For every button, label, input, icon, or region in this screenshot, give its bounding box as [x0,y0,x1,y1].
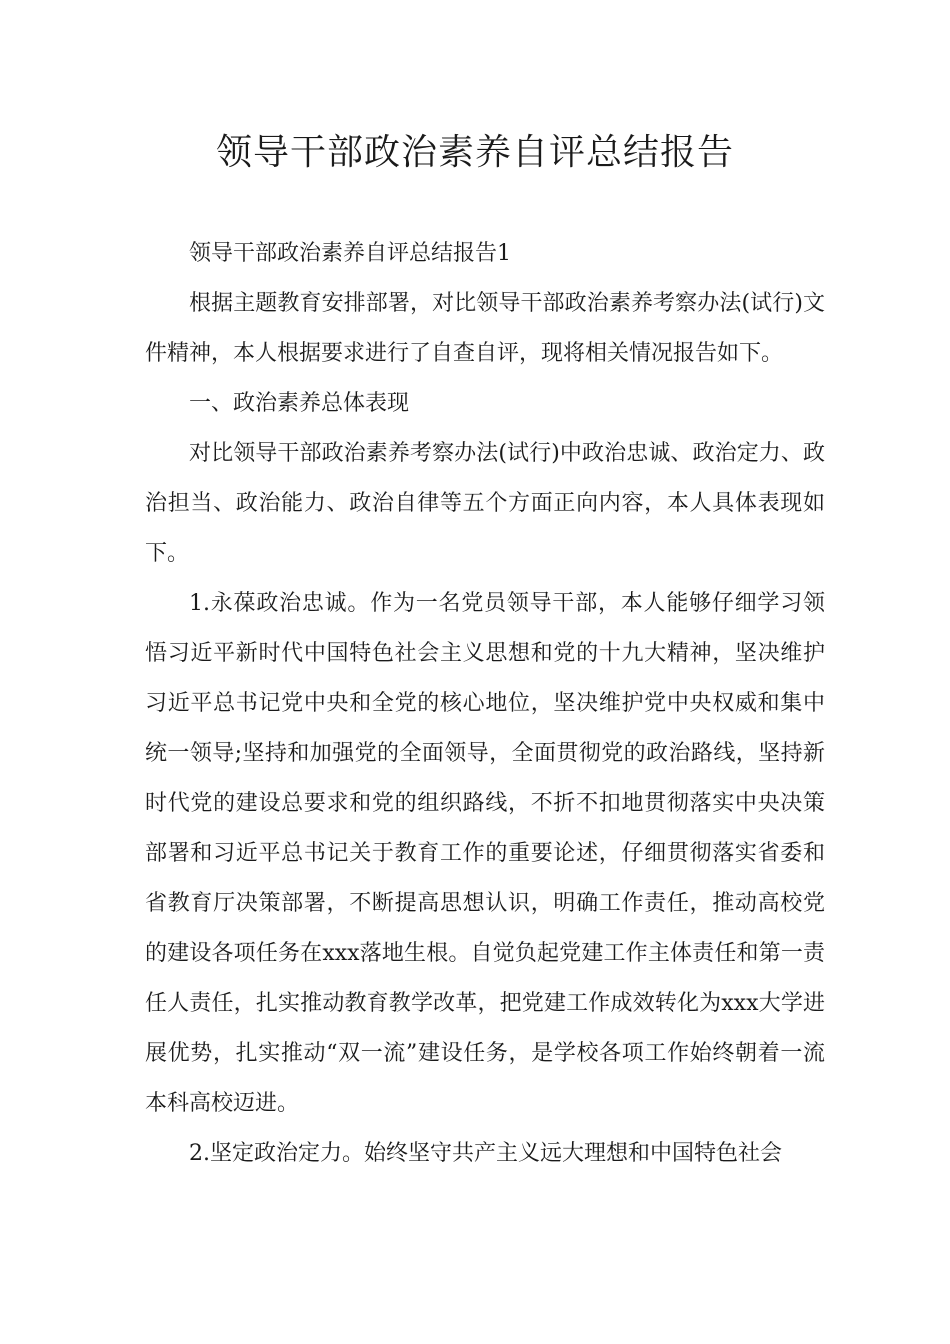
document-title: 领导干部政治素养自评总结报告 [215,132,734,173]
paragraph-item-2: 2.坚定政治定力。始终坚守共产主义远大理想和中国特色社会 [189,1141,782,1166]
paragraph-overview: 对比领导干部政治素养考察办法(试行)中政治忠诚、政治定力、政治担当、政治能力、政治自律等五个方面正向内容，本人具体表现如下。 [145,441,825,566]
document-body [145,229,825,1179]
paragraph-item-1: 1.永葆政治忠诚。作为一名党员领导干部，本人能够仔细学习领悟习近平新时代中国特色社会主义思想和党的十九大精神，坚决维护习近平总书记党中央和全党的核心地位，坚决维护党中央权威和集中统一领导;坚持和加强党的全面领导，全面贯彻党的政治路线，坚持新时代党的建设总要求和党的组织路线，不折不扣地贯彻落实中央决策部署和习近平总书记关于教育工作的重要论述，仔细贯彻落实省委和省教育厅决策部署，不断提高思想认识，明确工作责任，推动高校党的建设各项任务在xxx落地生根。自觉负起党建工作主体责任和第一责任人责任，扎实推动教育教学改革，把党建工作成效转化为xxx大学进展优势，扎实推动“双一流”建设任务，是学校各项工作始终朝着一流本科高校迈进。 [145,591,825,1116]
section-heading: 一、政治素养总体表现 [189,391,410,416]
paragraph-subtitle: 领导干部政治素养自评总结报告1 [189,241,511,266]
paragraph-intro: 根据主题教育安排部署，对比领导干部政治素养考察办法(试行)文件精神，本人根据要求进行了自查自评，现将相关情况报告如下。 [145,291,825,366]
